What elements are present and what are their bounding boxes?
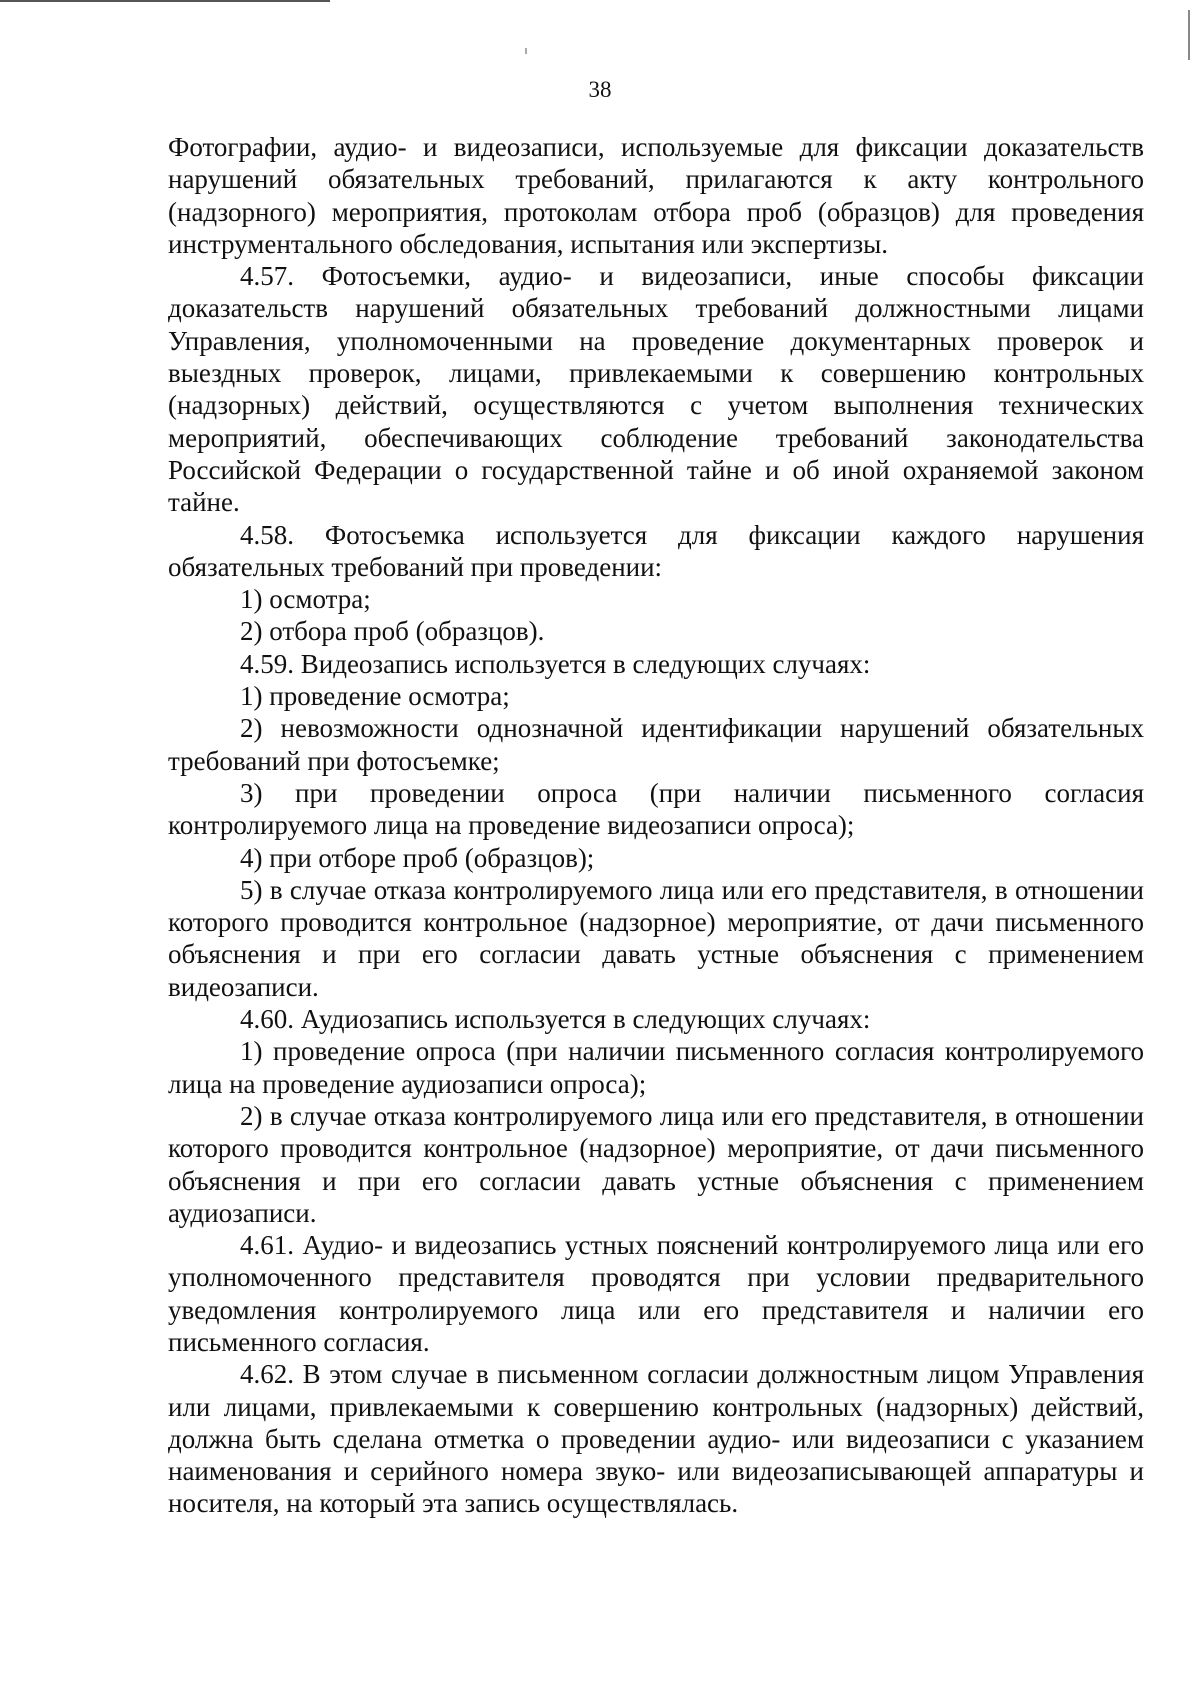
list-item-4-60-2: 2) в случае отказа контролируемого лица или его представителя, в отношении которого проводится контрольное (надзорное) мероприятие, от дачи письменного объяснения и при его согласии давать устные объяснения с применением аудиозаписи.	[168, 1100, 1144, 1228]
list-item-4-58-1: 1) осмотра;	[240, 584, 371, 615]
paragraph-4-59: 4.59. Видеозапись используется в следующих случаях:	[240, 648, 871, 679]
list-item-4-59-1: 1) проведение осмотра;	[240, 681, 510, 712]
list-item-4-59-3: 3) при проведении опроса (при наличии письменного согласия контролируемого лица на проведение видеозаписи опроса);	[168, 777, 1144, 841]
list-item-4-60-1: 1) проведение опроса (при наличии письменного согласия контролируемого лица на проведение аудиозаписи опроса);	[168, 1036, 1144, 1099]
paragraph-4-62: 4.62. В этом случае в письменном согласии должностным лицом Управления или лицами, привлекаемыми к совершению контрольных (надзорных) действий, должна быть сделана отметка о проведении аудио- или видеозаписи с указанием наименования и серийного номера звуко- или видеозаписывающей аппаратуры и носителя, на который эта запись осуществлялась.	[168, 1359, 1144, 1519]
paragraph-4-61: 4.61. Аудио- и видеозапись устных пояснений контролируемого лица или его уполномоченного представителя проводятся при условии предварительного уведомления контролируемого лица или его представителя и наличии его письменного согласия.	[168, 1230, 1144, 1357]
paragraph-intro: Фотографии, аудио- и видеозаписи, используемые для фиксации доказательств нарушений обязательных требований, прилагаются к акту контрольного (надзорного) мероприятия, протоколам отбора проб (образцов) для проведения инструментального обследования, испытания или экспертизы.	[168, 132, 1144, 259]
paragraph-4-58: 4.58. Фотосъемка используется для фиксации каждого нарушения обязательных требований при проведении:	[168, 519, 1144, 582]
paragraph-4-60: 4.60. Аудиозапись используется в следующих случаях:	[240, 1004, 871, 1035]
list-item-4-59-2: 2) невозможности однозначной идентификации нарушений обязательных требований при фотосъемке;	[168, 713, 1144, 776]
scan-speck	[525, 48, 527, 54]
scan-edge-mark-right	[1188, 10, 1190, 60]
scan-edge-mark-top	[0, 0, 330, 2]
paragraph-4-57: 4.57. Фотосъемки, аудио- и видеозаписи, иные способы фиксации доказательств нарушений обязательных требований должностными лицами Управления, уполномоченными на проведение документарных проверок и выездных проверок, лицами, привлекаемыми к совершению контрольных (надзорных) действий, осуществляются с учетом выполнения технических мероприятий, обеспечивающих соблюдение требований законодательства Российской Федерации о государственной тайне и об иной охраняемой законом тайне.	[168, 261, 1144, 518]
list-item-4-59-5: 5) в случае отказа контролируемого лица или его представителя, в отношении которого проводится контрольное (надзорное) мероприятие, от дачи письменного объяснения и при его согласии давать устные объяснения с применением видеозаписи.	[168, 874, 1144, 1002]
list-item-4-58-2: 2) отбора проб (образцов).	[240, 616, 545, 647]
page-number: 38	[588, 77, 612, 102]
document-body	[168, 131, 1144, 1520]
list-item-4-59-4: 4) при отборе проб (образцов);	[240, 842, 595, 873]
